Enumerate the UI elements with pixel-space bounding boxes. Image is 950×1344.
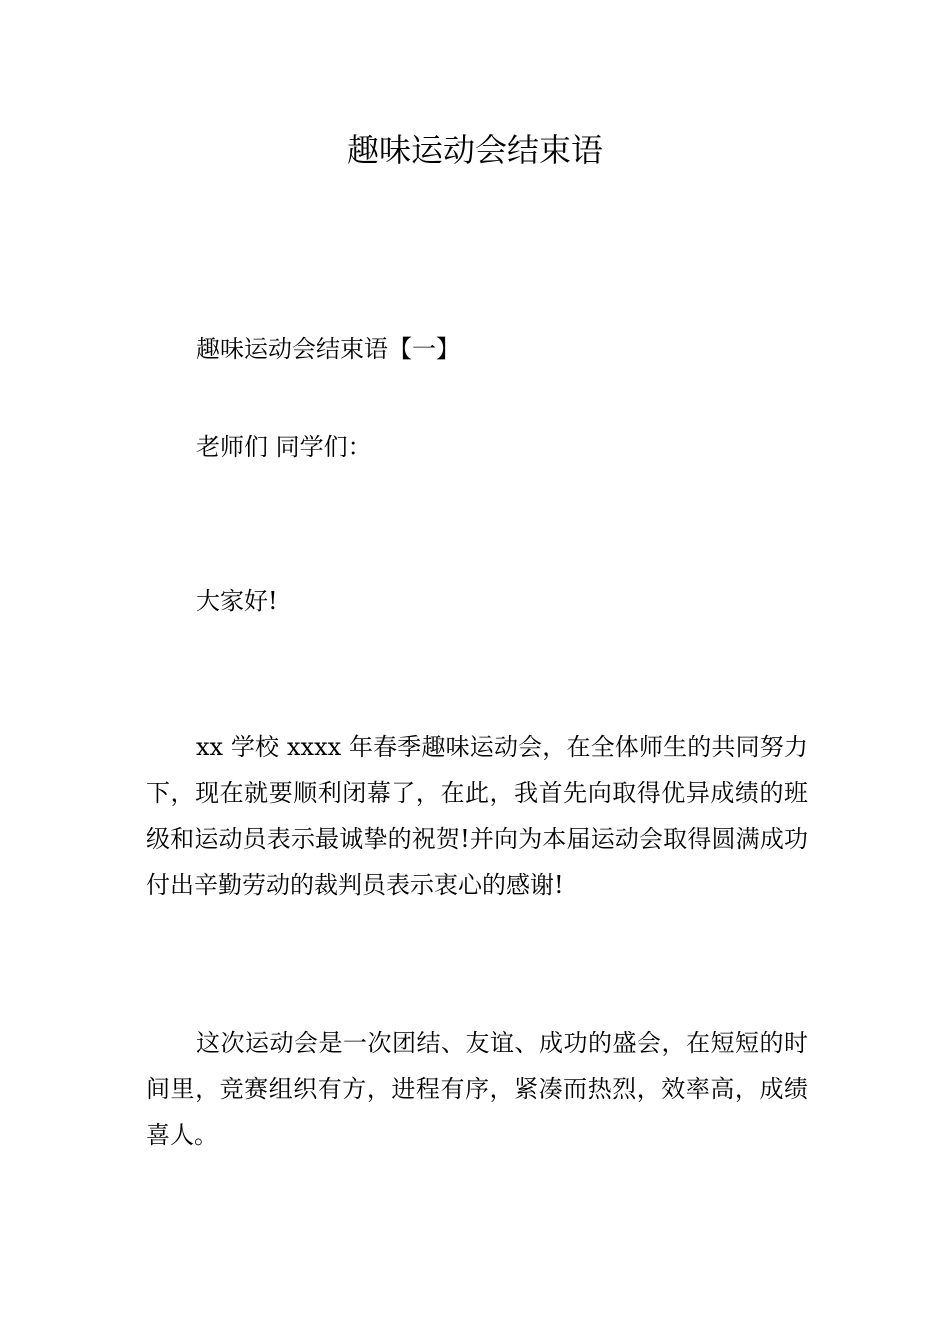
greeting-paragraph: 大家好! bbox=[196, 587, 278, 615]
body-paragraph-2: 这次运动会是一次团结、友谊、成功的盛会，在短短的时间里，竞赛组织有方，进程有序，紧凑而热烈，效率高，成绩喜人。 bbox=[146, 1029, 808, 1149]
section-heading: 趣味运动会结束语【一】 bbox=[196, 335, 460, 363]
body-paragraph-1: xx 学校 xxxx 年春季趣味运动会，在全体师生的共同努力下，现在就要顺利闭幕了，在此，我首先向取得优异成绩的班级和运动员表示最诚挚的祝贺!并向为本届运动会取得圆满成功付出辛勤劳动的裁判员表示衷心的感谢! bbox=[146, 733, 808, 899]
salutation-paragraph: 老师们 同学们： bbox=[196, 433, 372, 461]
document-title: 趣味运动会结束语 bbox=[346, 131, 603, 169]
